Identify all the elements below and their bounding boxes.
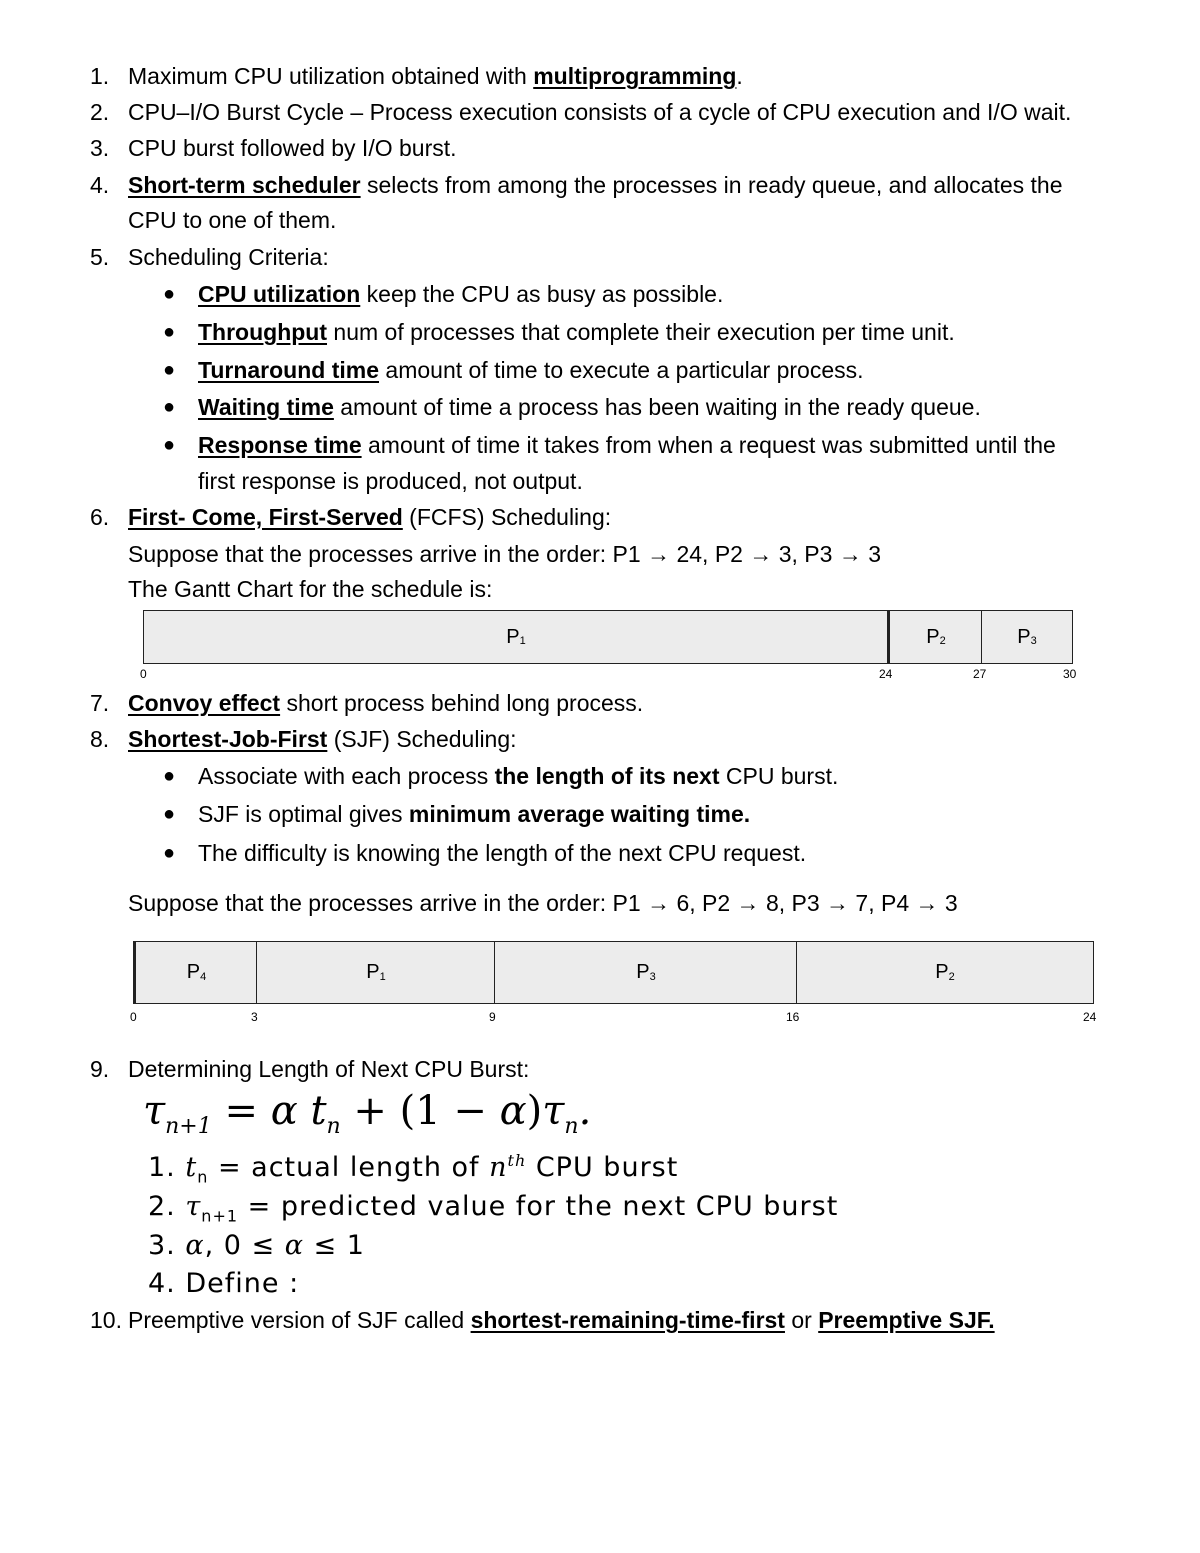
sjf-text: SJF is optimal gives: [198, 801, 409, 827]
definition-symbol: τ: [185, 1191, 202, 1222]
gantt-label: P: [935, 961, 949, 983]
item-number: 1.: [90, 63, 110, 89]
item-text: CPU burst followed by I/O burst.: [128, 135, 457, 161]
item-number: 2.: [90, 99, 110, 125]
sjf-order-text: Suppose that the processes arrive in the order: P1 → 6, P2 → 8, P3 → 7, P4 → 3: [128, 890, 958, 916]
gantt-label: P: [1017, 625, 1031, 648]
gantt-cell-p2: [887, 610, 983, 664]
criteria-term: CPU utilization: [198, 281, 361, 307]
item-term: multiprogramming: [533, 63, 737, 89]
definition-number: 2.: [148, 1191, 176, 1222]
criteria-text: keep the CPU as busy as possible.: [360, 281, 724, 307]
fcfs-order-text: Suppose that the processes arrive in the order: P1 → 24, P2 → 3, P3 → 3: [128, 541, 882, 567]
gantt-label: P: [636, 961, 650, 983]
gantt-cell-p4: [133, 941, 258, 1004]
criteria-continuation: first response is produced, not output.: [198, 468, 583, 494]
definition-text: Define :: [185, 1268, 300, 1299]
item-text: Preemptive version of SJF called: [128, 1307, 471, 1333]
gantt-label: P: [926, 625, 940, 648]
burst-prediction-formula: [143, 1088, 591, 1139]
formula-operator: ): [526, 1088, 543, 1134]
definition-text: = actual length of: [208, 1152, 490, 1183]
sjf-bold: minimum average waiting time.: [408, 801, 751, 827]
formula-operator: (1 −: [399, 1088, 500, 1134]
item-number: 10.: [90, 1307, 122, 1333]
formula-symbol: α: [270, 1088, 298, 1134]
item-number: 8.: [90, 726, 110, 752]
formula-symbol: α: [499, 1088, 527, 1134]
definition-text: ≤ 1: [303, 1230, 365, 1261]
bullet-icon: ●: [163, 765, 176, 787]
item-text: or: [784, 1307, 819, 1333]
definition-4: [148, 1268, 299, 1299]
criteria-text: amount of time it takes from when a request was submitted until the: [361, 432, 1056, 458]
item-term: Shortest-Job-First: [128, 726, 328, 752]
bullet-icon: ●: [163, 396, 176, 418]
sjf-text: Associate with each process: [198, 763, 495, 789]
gantt-tick: 24: [879, 667, 893, 681]
item-number: 5.: [90, 244, 110, 270]
gantt-cell-p1: [143, 610, 889, 664]
item-number: 9.: [90, 1056, 110, 1082]
bullet-icon: ●: [163, 434, 176, 456]
item-text: selects from among the processes in ready queue, and allocates the: [360, 172, 1063, 198]
item-text: Scheduling Criteria:: [128, 244, 329, 270]
formula-operator: +: [340, 1088, 400, 1134]
criteria-term: Turnaround time: [198, 357, 380, 383]
sjf-bold: the length of its next: [494, 763, 720, 789]
bullet-icon: ●: [163, 283, 176, 305]
sjf-text: CPU burst.: [719, 763, 839, 789]
gantt-label: P: [506, 625, 520, 648]
bullet-icon: ●: [163, 359, 176, 381]
item-text: short process behind long process.: [280, 690, 644, 716]
gantt-tick: 0: [130, 1010, 137, 1024]
definition-symbol: α: [284, 1230, 304, 1261]
gantt-subscript: 1: [379, 970, 386, 983]
definition-1: [148, 1151, 678, 1186]
formula-symbol: τ: [143, 1088, 166, 1134]
formula-symbol: τ: [542, 1088, 565, 1134]
sjf-text: The difficulty is knowing the length of the next CPU request.: [198, 840, 807, 866]
criteria-text: amount of time to execute a particular process.: [379, 357, 864, 383]
item-text: CPU–I/O Burst Cycle – Process execution consists of a cycle of CPU execution and I/O wait.: [128, 99, 1072, 125]
item-number: 7.: [90, 690, 110, 716]
formula-subscript: n: [326, 1114, 341, 1139]
gantt-cell-p3: [494, 941, 798, 1004]
definition-text: , 0 ≤: [204, 1230, 285, 1261]
item-text: Determining Length of Next CPU Burst:: [128, 1056, 530, 1082]
definition-3: [148, 1230, 365, 1261]
gantt-cell-p2: [796, 941, 1094, 1004]
formula-operator: .: [578, 1088, 592, 1134]
bullet-icon: ●: [163, 842, 176, 864]
criteria-term: Response time: [198, 432, 362, 458]
gantt-subscript: 4: [200, 970, 207, 983]
item-term: Short-term scheduler: [128, 172, 361, 198]
definition-text: = predicted value for the next CPU burst: [238, 1191, 839, 1222]
item-term: Convoy effect: [128, 690, 281, 716]
criteria-term: Throughput: [198, 319, 328, 345]
definition-text: CPU burst: [526, 1152, 679, 1183]
definition-number: 3.: [148, 1230, 176, 1261]
item-text: Maximum CPU utilization obtained with: [128, 63, 534, 89]
item-term: First- Come, First-Served: [128, 504, 403, 530]
gantt-subscript: 1: [519, 635, 526, 647]
item-number: 3.: [90, 135, 110, 161]
gantt-chart-sjf: [133, 941, 1094, 1004]
definition-number: 1.: [148, 1152, 176, 1183]
definition-symbol: t: [185, 1152, 198, 1183]
gantt-tick: 0: [140, 667, 147, 681]
gantt-cell-p3: [981, 610, 1073, 664]
gantt-label: P: [186, 961, 201, 983]
definition-superscript: th: [507, 1151, 527, 1170]
item-text: (FCFS) Scheduling:: [402, 504, 612, 530]
gantt-caption: The Gantt Chart for the schedule is:: [128, 576, 493, 602]
gantt-chart-fcfs: [143, 610, 1073, 664]
formula-symbol: t: [310, 1088, 327, 1134]
definition-symbol: α: [185, 1230, 205, 1261]
gantt-tick: 24: [1083, 1010, 1097, 1024]
item-text: .: [736, 63, 743, 89]
item-number: 4.: [90, 172, 110, 198]
definition-number: 4.: [148, 1268, 176, 1299]
gantt-tick: 30: [1063, 667, 1077, 681]
item-4-continuation: CPU to one of them.: [128, 207, 337, 233]
item-term: shortest-remaining-time-first: [470, 1307, 785, 1333]
gantt-subscript: 2: [948, 970, 955, 983]
criteria-term: Waiting time: [198, 394, 334, 420]
definition-subscript: n: [197, 1167, 209, 1187]
gantt-subscript: 3: [1030, 635, 1037, 647]
item-term: Preemptive SJF.: [818, 1307, 995, 1333]
gantt-cell-p1: [256, 941, 496, 1004]
gantt-subscript: 2: [939, 635, 946, 647]
gantt-tick: 16: [786, 1010, 800, 1024]
bullet-icon: ●: [163, 803, 176, 825]
criteria-text: num of processes that complete their execution per time unit.: [327, 319, 955, 345]
gantt-subscript: 3: [649, 970, 656, 983]
gantt-label: P: [366, 961, 380, 983]
item-number: 6.: [90, 504, 110, 530]
definition-2: [148, 1191, 838, 1225]
gantt-tick: 9: [489, 1010, 496, 1024]
formula-subscript: n+1: [165, 1114, 212, 1139]
definition-symbol: n: [489, 1152, 508, 1183]
criteria-text: amount of time a process has been waiting in the ready queue.: [333, 394, 981, 420]
gantt-tick: 27: [973, 667, 987, 681]
item-text: (SJF) Scheduling:: [327, 726, 517, 752]
bullet-icon: ●: [163, 321, 176, 343]
definition-subscript: n+1: [201, 1206, 239, 1226]
formula-subscript: n: [564, 1114, 579, 1139]
formula-operator: =: [211, 1088, 271, 1134]
gantt-tick: 3: [251, 1010, 258, 1024]
